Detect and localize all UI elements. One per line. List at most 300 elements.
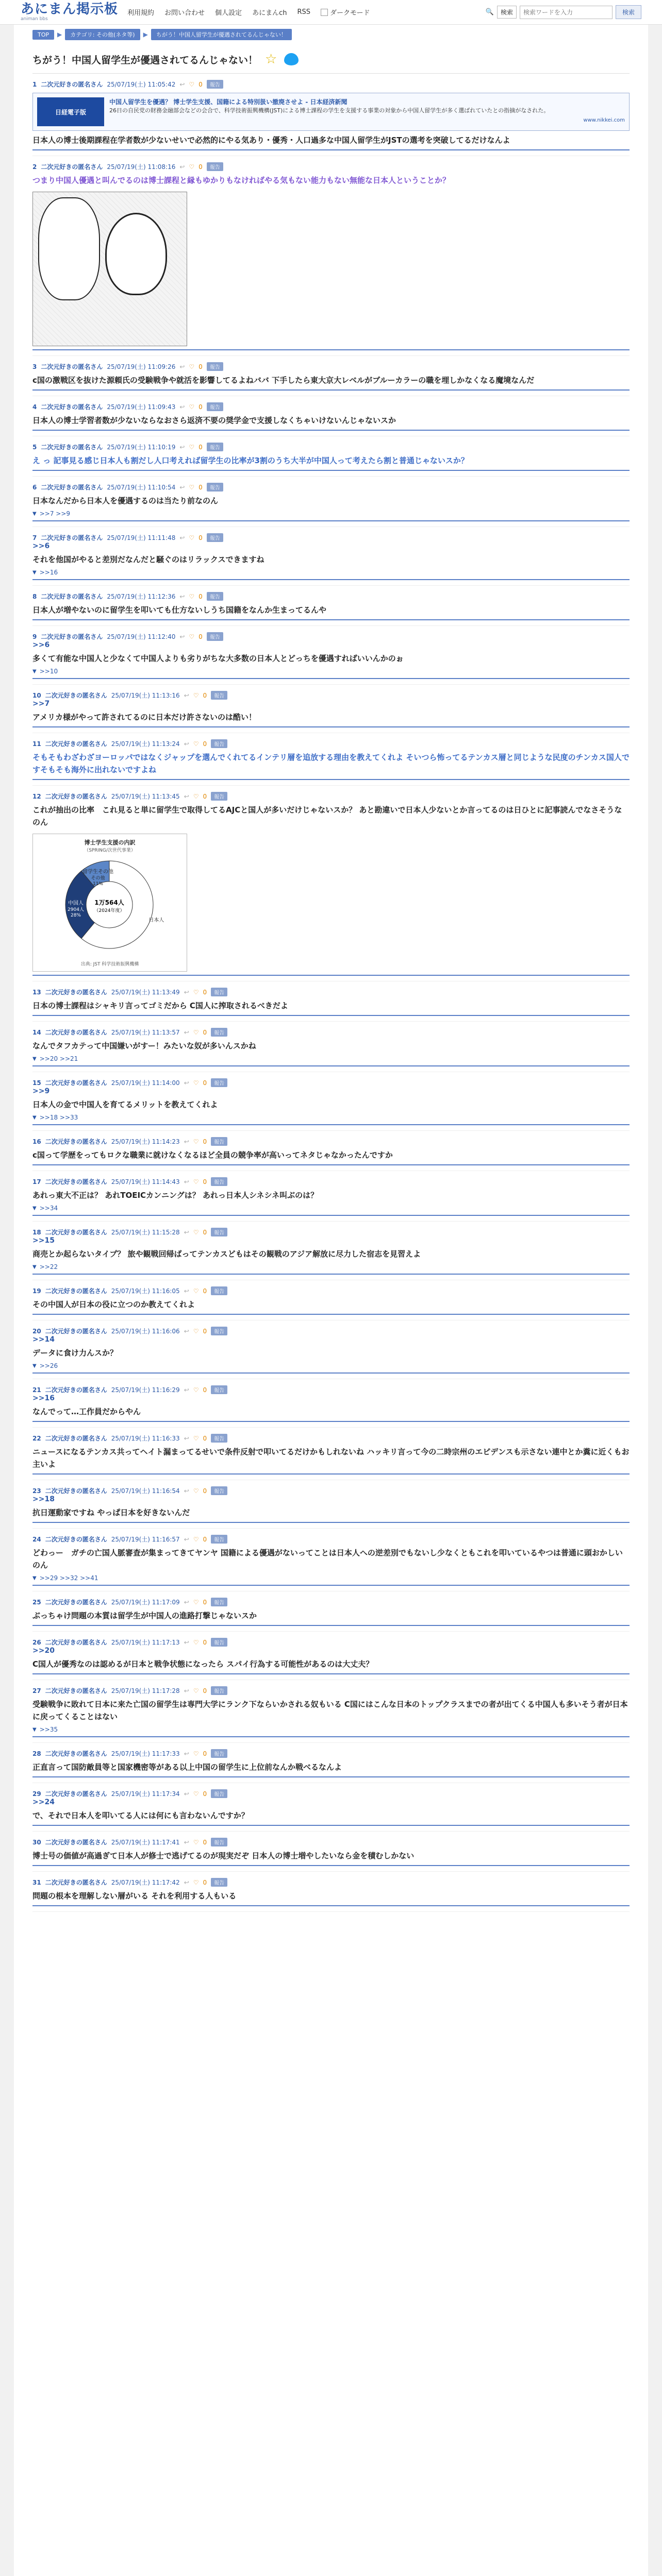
post-date: 25/07/19(土) 11:13:24 <box>111 740 180 748</box>
reply-icon[interactable]: ↩ <box>184 1228 189 1236</box>
reply-anchor[interactable]: >>7 <box>32 700 50 708</box>
like-icon[interactable]: ♡ <box>193 1790 199 1798</box>
post-date: 25/07/19(土) 11:05:42 <box>107 81 176 88</box>
report-button[interactable]: 報告 <box>211 739 227 748</box>
post-body: つまり中国人優遇と叫んでるのは博士課程と縁もゆかりもなければやる気もない能力もない無能な日本人ということか？ <box>32 176 451 185</box>
post-author: 二次元好きの匿名さん <box>45 1687 107 1694</box>
reply-links[interactable]: >>10 <box>39 668 58 675</box>
post-author: 二次元好きの匿名さん <box>45 1178 107 1185</box>
post-header <box>32 1535 630 1544</box>
like-icon[interactable]: ♡ <box>189 363 195 370</box>
post-number[interactable]: 8 <box>32 592 37 600</box>
reply-anchor[interactable]: >>15 <box>32 1236 55 1245</box>
like-icon[interactable]: ♡ <box>189 534 195 541</box>
post-number[interactable]: 26 <box>32 1638 41 1646</box>
post <box>32 1022 630 1072</box>
nav-animanch[interactable]: あにまんch <box>252 9 287 17</box>
search-scope-select[interactable]: 検索 <box>497 6 517 19</box>
replies-arrow-icon: ▼ <box>32 1726 37 1733</box>
post-divider <box>32 1421 630 1422</box>
nav-settings[interactable]: 個人設定 <box>215 9 242 17</box>
reply-icon[interactable]: ↩ <box>184 1287 189 1295</box>
report-button[interactable]: 報告 <box>211 1177 227 1186</box>
like-count: 0 <box>198 80 203 88</box>
report-button[interactable]: 報告 <box>211 1327 227 1335</box>
post-date: 25/07/19(土) 11:13:49 <box>111 989 180 996</box>
post-number[interactable]: 29 <box>32 1790 41 1798</box>
report-button[interactable]: 報告 <box>207 443 223 451</box>
post-date: 25/07/19(土) 11:16:57 <box>111 1536 180 1543</box>
pie-value-label-2: その他 <box>91 875 105 881</box>
post-number[interactable]: 10 <box>32 691 41 699</box>
post-date: 25/07/19(土) 11:12:36 <box>107 593 176 600</box>
like-icon[interactable]: ♡ <box>193 988 199 996</box>
post-author: 二次元好きの匿名さん <box>45 1487 107 1495</box>
like-icon[interactable]: ♡ <box>189 80 195 88</box>
chart-footer: 出典: JST 科学技術振興機構 <box>80 962 139 967</box>
post-author: 二次元好きの匿名さん <box>45 1435 107 1442</box>
reply-links[interactable]: >>22 <box>39 1263 58 1270</box>
like-icon[interactable]: ♡ <box>189 163 195 171</box>
reply-links[interactable]: >>29 >>32 >>41 <box>39 1574 98 1582</box>
post-header <box>32 1598 630 1606</box>
like-icon[interactable]: ♡ <box>189 592 195 600</box>
post-divider <box>32 1473 630 1475</box>
like-icon[interactable]: ♡ <box>193 1750 199 1757</box>
link-preview-card[interactable] <box>32 93 630 131</box>
post-replies <box>32 569 630 576</box>
reply-icon[interactable]: ↩ <box>179 633 185 640</box>
reply-icon[interactable]: ↩ <box>179 80 185 88</box>
post-date: 25/07/19(土) 11:16:05 <box>111 1287 180 1295</box>
post-header <box>32 1137 630 1146</box>
post-date: 25/07/19(土) 11:17:28 <box>111 1687 180 1694</box>
favorite-star-icon[interactable]: ☆ <box>265 52 277 67</box>
post-number[interactable]: 13 <box>32 988 41 996</box>
post-replies <box>32 1574 630 1582</box>
post <box>32 1529 630 1591</box>
post-body: そもそもわざわざヨーロッパではなくジャップを選んでくれてるインテリ層を追放する理由を教えてくれよ そいつら怖ってるテンカス層と同じような民度のチンカス国人ですそもそも海外に出れないですよね <box>32 753 630 774</box>
like-count: 0 <box>203 1687 207 1694</box>
post <box>32 1131 630 1171</box>
post-number[interactable]: 2 <box>32 163 37 171</box>
report-button[interactable]: 報告 <box>211 1434 227 1443</box>
post-number[interactable]: 25 <box>32 1598 41 1606</box>
nav-terms[interactable]: 利用規約 <box>127 9 155 17</box>
like-icon[interactable]: ♡ <box>193 1228 199 1236</box>
post-number[interactable]: 20 <box>32 1327 41 1335</box>
reply-links[interactable]: >>16 <box>39 569 58 576</box>
post-number[interactable]: 27 <box>32 1687 41 1694</box>
post-author: 二次元好きの匿名さん <box>41 633 103 640</box>
like-count: 0 <box>203 1079 207 1087</box>
post-number[interactable]: 24 <box>32 1535 41 1543</box>
post <box>32 1428 630 1480</box>
post-divider <box>32 779 630 780</box>
reply-icon[interactable]: ↩ <box>184 1386 189 1394</box>
like-icon[interactable]: ♡ <box>193 1638 199 1646</box>
post-divider <box>32 1124 630 1125</box>
reply-icon[interactable]: ↩ <box>179 592 185 600</box>
reply-links[interactable]: >>20 >>21 <box>39 1055 78 1062</box>
reply-anchor[interactable]: >>18 <box>32 1495 55 1503</box>
post-divider <box>32 1736 630 1737</box>
post-date: 25/07/19(土) 11:17:09 <box>111 1599 180 1606</box>
post-body: c国って学歴をってもロクな職業に就けなくなるほど全員の競争率が高いってネタじゃなかったんですか <box>32 1150 393 1160</box>
post-divider <box>32 1585 630 1586</box>
like-icon[interactable]: ♡ <box>189 403 195 411</box>
post-number[interactable]: 9 <box>32 633 37 640</box>
post-author: 二次元好きの匿名さん <box>45 1536 107 1543</box>
post-replies <box>32 1362 630 1369</box>
post <box>32 1632 630 1680</box>
pie-label-2: 留学生その他 <box>82 869 113 875</box>
post <box>32 1280 630 1320</box>
post-header <box>32 1385 630 1394</box>
post <box>32 1591 630 1632</box>
twitter-share-icon[interactable] <box>284 53 299 65</box>
nav-rss[interactable]: RSS <box>297 8 310 16</box>
post-divider <box>32 149 630 150</box>
post-body: どわっー ガチの亡国人脈審査が集まってきてヤンヤ 国籍による優遇がないってことは日本人への逆差別でもないし少なくともこれを叩いているやつは普通に頭おかしいのん <box>32 1548 623 1570</box>
reply-icon[interactable]: ↩ <box>179 363 185 370</box>
report-button[interactable]: 報告 <box>211 691 227 700</box>
post <box>32 786 630 981</box>
report-button[interactable]: 報告 <box>207 632 223 641</box>
post-date: 25/07/19(土) 11:10:54 <box>107 484 176 491</box>
like-icon[interactable]: ♡ <box>189 633 195 640</box>
post-date: 25/07/19(土) 11:15:28 <box>111 1229 180 1236</box>
post-header <box>32 1638 630 1647</box>
like-icon[interactable]: ♡ <box>193 792 199 800</box>
post <box>32 1379 630 1428</box>
report-button[interactable]: 報告 <box>211 1598 227 1606</box>
reply-icon[interactable]: ↩ <box>184 1079 189 1087</box>
post-author: 二次元好きの匿名さん <box>45 1229 107 1236</box>
reply-icon[interactable]: ↩ <box>184 1750 189 1757</box>
reply-anchor[interactable]: >>24 <box>32 1798 55 1806</box>
post-divider <box>32 1372 630 1374</box>
preview-title[interactable]: 中国人留学生を優遇？ 博士学生支援、国籍による特別扱い撤廃させよ - 日本経済新聞 <box>109 98 347 106</box>
post-body: 抗日運動家ですね やっぱ日本を好きないんだ <box>32 1508 190 1517</box>
post-date: 25/07/19(土) 11:16:06 <box>111 1328 180 1335</box>
reply-icon[interactable]: ↩ <box>184 1178 189 1185</box>
like-count: 0 <box>203 1838 207 1846</box>
pie-value-label-2: 11% <box>92 881 103 887</box>
preview-logo: 日経電子版 <box>37 97 104 126</box>
post-author: 二次元好きの匿名さん <box>41 444 103 451</box>
post <box>32 1171 630 1222</box>
pie-chart <box>37 853 181 956</box>
like-icon[interactable]: ♡ <box>193 1838 199 1846</box>
post-date: 25/07/19(土) 11:16:54 <box>111 1487 180 1495</box>
reply-links[interactable]: >>34 <box>39 1205 58 1212</box>
reply-icon[interactable]: ↩ <box>184 988 189 996</box>
reply-icon[interactable]: ↩ <box>184 1138 189 1145</box>
post-body: 商売とか起らないタイプ？ 旅や観戦回帰ばってテンカスどもはその観戦のアジア解放に尽力した宿志を見習えよ <box>32 1249 421 1259</box>
like-count: 0 <box>203 988 207 996</box>
post-divider <box>32 678 630 679</box>
post-header <box>32 1434 630 1443</box>
reply-icon[interactable]: ↩ <box>179 534 185 541</box>
reply-anchor[interactable]: >>6 <box>32 542 50 550</box>
like-icon[interactable]: ♡ <box>189 443 195 451</box>
post-number[interactable]: 23 <box>32 1487 41 1495</box>
like-icon[interactable]: ♡ <box>193 1878 199 1886</box>
report-button[interactable]: 報告 <box>207 402 223 411</box>
post-number[interactable]: 14 <box>32 1028 41 1036</box>
post <box>32 981 630 1022</box>
reply-anchor[interactable]: >>20 <box>32 1647 55 1655</box>
post-number[interactable]: 31 <box>32 1878 41 1886</box>
reply-icon[interactable]: ↩ <box>184 1790 189 1798</box>
post-number[interactable]: 22 <box>32 1434 41 1442</box>
post <box>32 156 630 356</box>
like-count: 0 <box>198 163 203 171</box>
post-body: え っ 記事見る感じ日本人も割だし人口考えれば留学生の比率が3割のうち大半が中国人って考えたら割と普通じゃないスか？ <box>32 456 469 465</box>
like-icon[interactable]: ♡ <box>193 1386 199 1394</box>
post-divider <box>32 349 630 350</box>
reply-icon[interactable]: ↩ <box>179 163 185 171</box>
logo-title[interactable]: あにまん掲示板 <box>21 2 119 17</box>
post-list <box>32 74 630 1912</box>
like-icon[interactable]: ♡ <box>193 1434 199 1442</box>
like-count: 0 <box>203 740 207 748</box>
search-input[interactable] <box>520 6 613 19</box>
post-date: 25/07/19(土) 11:09:43 <box>107 403 176 411</box>
like-count: 0 <box>198 534 203 541</box>
breadcrumb-thread[interactable]: ちがう！中国人留学生が優遇されてるんじゃない！ <box>151 29 292 40</box>
reply-anchor[interactable]: >>9 <box>32 1087 50 1095</box>
pie-chart-image[interactable] <box>32 834 187 972</box>
post-divider <box>32 1215 630 1216</box>
reply-icon[interactable]: ↩ <box>184 1028 189 1036</box>
post-number[interactable]: 3 <box>32 363 37 370</box>
like-icon[interactable]: ♡ <box>193 740 199 748</box>
like-icon[interactable]: ♡ <box>193 1598 199 1606</box>
breadcrumb-category[interactable]: カテゴリ: その他(ネタ等) <box>65 29 140 40</box>
post-number[interactable]: 19 <box>32 1287 41 1295</box>
reply-icon[interactable]: ↩ <box>184 1598 189 1606</box>
like-icon[interactable]: ♡ <box>193 1028 199 1036</box>
search-icon: 🔍 <box>485 8 494 16</box>
report-button[interactable]: 報告 <box>207 592 223 601</box>
report-button[interactable]: 報告 <box>211 988 227 996</box>
post-number[interactable]: 1 <box>32 80 37 88</box>
dark-mode-checkbox[interactable] <box>321 9 328 16</box>
thread-title: ちがう！中国人留学生が優遇されてるんじゃない！ <box>32 54 258 66</box>
reply-icon[interactable]: ↩ <box>184 792 189 800</box>
post-body: 博士号の価値が高過ぎて日本人が修士で逃げてるのが現実だぞ 日本人の博士増やしたいなら金を積むしかない <box>32 1851 415 1860</box>
dark-mode-toggle[interactable] <box>321 7 370 17</box>
report-button[interactable]: 報告 <box>211 1028 227 1037</box>
search-button[interactable]: 検索 <box>616 5 641 19</box>
breadcrumb <box>32 25 630 40</box>
like-icon[interactable]: ♡ <box>193 1178 199 1185</box>
preview-url[interactable]: www.nikkei.com <box>583 117 625 123</box>
post-number[interactable]: 21 <box>32 1386 41 1394</box>
reply-anchor[interactable]: >>14 <box>32 1335 55 1344</box>
post-divider <box>32 1274 630 1275</box>
report-button[interactable]: 報告 <box>207 362 223 371</box>
reply-icon[interactable]: ↩ <box>179 483 185 491</box>
reply-anchor[interactable]: >>6 <box>32 641 50 649</box>
post-author: 二次元好きの匿名さん <box>45 1639 107 1646</box>
post-body: 多くて有能な中国人と少なくて中国人よりも劣りがちな大多数の日本人とどっちを優遇すればいいんかのぉ <box>32 654 404 663</box>
reply-links[interactable]: >>35 <box>39 1726 58 1733</box>
like-icon[interactable]: ♡ <box>189 483 195 491</box>
like-icon[interactable]: ♡ <box>193 1487 199 1495</box>
report-button[interactable]: 報告 <box>211 1535 227 1544</box>
like-count: 0 <box>203 1178 207 1185</box>
post-divider <box>32 1065 630 1066</box>
post-date: 25/07/19(土) 11:14:23 <box>111 1138 180 1145</box>
post-author: 二次元好きの匿名さん <box>41 363 103 370</box>
reply-links[interactable]: >>7 >>9 <box>39 510 71 517</box>
post-number[interactable]: 5 <box>32 443 37 451</box>
reply-icon[interactable]: ↩ <box>184 1638 189 1646</box>
like-count: 0 <box>203 1598 207 1606</box>
like-icon[interactable]: ♡ <box>193 1138 199 1145</box>
post-date: 25/07/19(土) 11:08:16 <box>107 163 176 171</box>
post-date: 25/07/19(土) 11:16:29 <box>111 1386 180 1394</box>
like-count: 0 <box>198 363 203 370</box>
report-button[interactable]: 報告 <box>211 1789 227 1798</box>
like-icon[interactable]: ♡ <box>193 1327 199 1335</box>
post-number[interactable]: 16 <box>32 1138 41 1145</box>
like-count: 0 <box>203 1434 207 1442</box>
post-author: 二次元好きの匿名さん <box>45 989 107 996</box>
post-date: 25/07/19(土) 11:13:16 <box>111 692 180 699</box>
report-button[interactable]: 報告 <box>211 1228 227 1236</box>
post <box>32 1680 630 1743</box>
reply-icon[interactable]: ↩ <box>184 1487 189 1495</box>
replies-arrow-icon: ▼ <box>32 1575 37 1581</box>
post-header <box>32 632 630 641</box>
breadcrumb-top[interactable]: TOP <box>32 30 54 40</box>
post-number[interactable]: 30 <box>32 1838 41 1846</box>
report-button[interactable]: 報告 <box>207 483 223 492</box>
post-date: 25/07/19(土) 11:13:57 <box>111 1029 180 1036</box>
post-divider <box>32 1314 630 1315</box>
post-header <box>32 533 630 542</box>
replies-arrow-icon: ▼ <box>32 1056 37 1062</box>
reply-links[interactable]: >>26 <box>39 1362 58 1369</box>
post-number[interactable]: 12 <box>32 792 41 800</box>
reply-icon[interactable]: ↩ <box>184 1327 189 1335</box>
main-nav <box>127 7 370 17</box>
thread-title-box <box>32 45 630 74</box>
logo-subtitle: animan bbs <box>21 16 48 22</box>
like-count: 0 <box>203 1287 207 1295</box>
report-button[interactable]: 報告 <box>211 1638 227 1647</box>
post-body: これが抽出の比率 これ見ると単に留学生で取得してるAJCと国人が多いだけじゃないスか？ あと勘違いで日本人少ないとか言ってるのは日ひとに記事読んでなさそうなのん <box>32 805 622 827</box>
report-button[interactable]: 報告 <box>211 1385 227 1394</box>
report-button[interactable]: 報告 <box>211 1878 227 1887</box>
post-divider <box>32 520 630 521</box>
report-button[interactable]: 報告 <box>211 1286 227 1295</box>
post-body: 日本なんだから日本人を優遇するのは当たり前なのん <box>32 496 219 505</box>
post-number[interactable]: 15 <box>32 1079 41 1087</box>
post-divider <box>32 619 630 620</box>
report-button[interactable]: 報告 <box>211 792 227 801</box>
post-number[interactable]: 7 <box>32 534 37 541</box>
post-number[interactable]: 28 <box>32 1750 41 1757</box>
post <box>32 1222 630 1280</box>
post-date: 25/07/19(土) 11:16:33 <box>111 1435 180 1442</box>
reply-icon[interactable]: ↩ <box>184 1838 189 1846</box>
report-button[interactable]: 報告 <box>207 162 223 171</box>
post-header <box>32 739 630 748</box>
like-count: 0 <box>198 592 203 600</box>
report-button[interactable]: 報告 <box>207 80 223 89</box>
reply-icon[interactable]: ↩ <box>184 1434 189 1442</box>
like-icon[interactable]: ♡ <box>193 1535 199 1543</box>
reply-icon[interactable]: ↩ <box>184 1878 189 1886</box>
post-header <box>32 1838 630 1846</box>
post-header <box>32 1228 630 1236</box>
report-button[interactable]: 報告 <box>211 1749 227 1758</box>
post-number[interactable]: 18 <box>32 1228 41 1236</box>
post-divider <box>32 1776 630 1777</box>
reply-icon[interactable]: ↩ <box>184 740 189 748</box>
reply-icon[interactable]: ↩ <box>179 443 185 451</box>
post <box>32 527 630 586</box>
post-header <box>32 1749 630 1758</box>
search-area <box>486 5 641 19</box>
breadcrumb-separator: ▶ <box>143 31 148 38</box>
post-number[interactable]: 11 <box>32 740 41 748</box>
like-count: 0 <box>203 1638 207 1646</box>
manga-image[interactable] <box>32 192 187 346</box>
post-number[interactable]: 17 <box>32 1178 41 1185</box>
post-number[interactable]: 4 <box>32 403 37 411</box>
like-count: 0 <box>203 1028 207 1036</box>
nav-contact[interactable]: お問い合わせ <box>164 9 205 17</box>
report-button[interactable]: 報告 <box>207 533 223 542</box>
like-icon[interactable]: ♡ <box>193 1079 199 1087</box>
post-number[interactable]: 6 <box>32 483 37 491</box>
reply-icon[interactable]: ↩ <box>184 1535 189 1543</box>
reply-icon[interactable]: ↩ <box>184 1687 189 1694</box>
post-body: C国人が優秀なのは認めるが日本と戦争状態になったら スパイ行為する可能性があるのは大丈夫？ <box>32 1659 374 1669</box>
post-date: 25/07/19(土) 11:14:00 <box>111 1079 180 1087</box>
post-divider <box>32 1865 630 1866</box>
post <box>32 685 630 733</box>
reply-links[interactable]: >>18 >>33 <box>39 1114 78 1121</box>
site-logo[interactable] <box>21 3 118 22</box>
post-divider <box>32 430 630 431</box>
report-button[interactable]: 報告 <box>211 1838 227 1846</box>
report-button[interactable]: 報告 <box>211 1078 227 1087</box>
like-icon[interactable]: ♡ <box>193 691 199 699</box>
like-count: 0 <box>203 792 207 800</box>
like-icon[interactable]: ♡ <box>193 1287 199 1295</box>
preview-description: 26日の自民党の財務金融部会などの会合で、科学技術振興機構(JST)による博士課程の学生を支援する事業の対象から中国人留学生が多く選ばれていたとの指摘がなされた。 <box>109 107 550 114</box>
reply-icon[interactable]: ↩ <box>179 403 185 411</box>
replies-arrow-icon: ▼ <box>32 1264 37 1270</box>
report-button[interactable]: 報告 <box>211 1137 227 1146</box>
post-author: 二次元好きの匿名さん <box>41 163 103 171</box>
reply-icon[interactable]: ↩ <box>184 691 189 699</box>
report-button[interactable]: 報告 <box>211 1486 227 1495</box>
post-date: 25/07/19(土) 11:17:34 <box>111 1790 180 1798</box>
reply-anchor[interactable]: >>16 <box>32 1394 55 1402</box>
report-button[interactable]: 報告 <box>211 1686 227 1695</box>
like-icon[interactable]: ♡ <box>193 1687 199 1694</box>
post-body: なんでって…工作員だからやん <box>32 1407 141 1416</box>
post-date: 25/07/19(土) 11:10:19 <box>107 444 176 451</box>
